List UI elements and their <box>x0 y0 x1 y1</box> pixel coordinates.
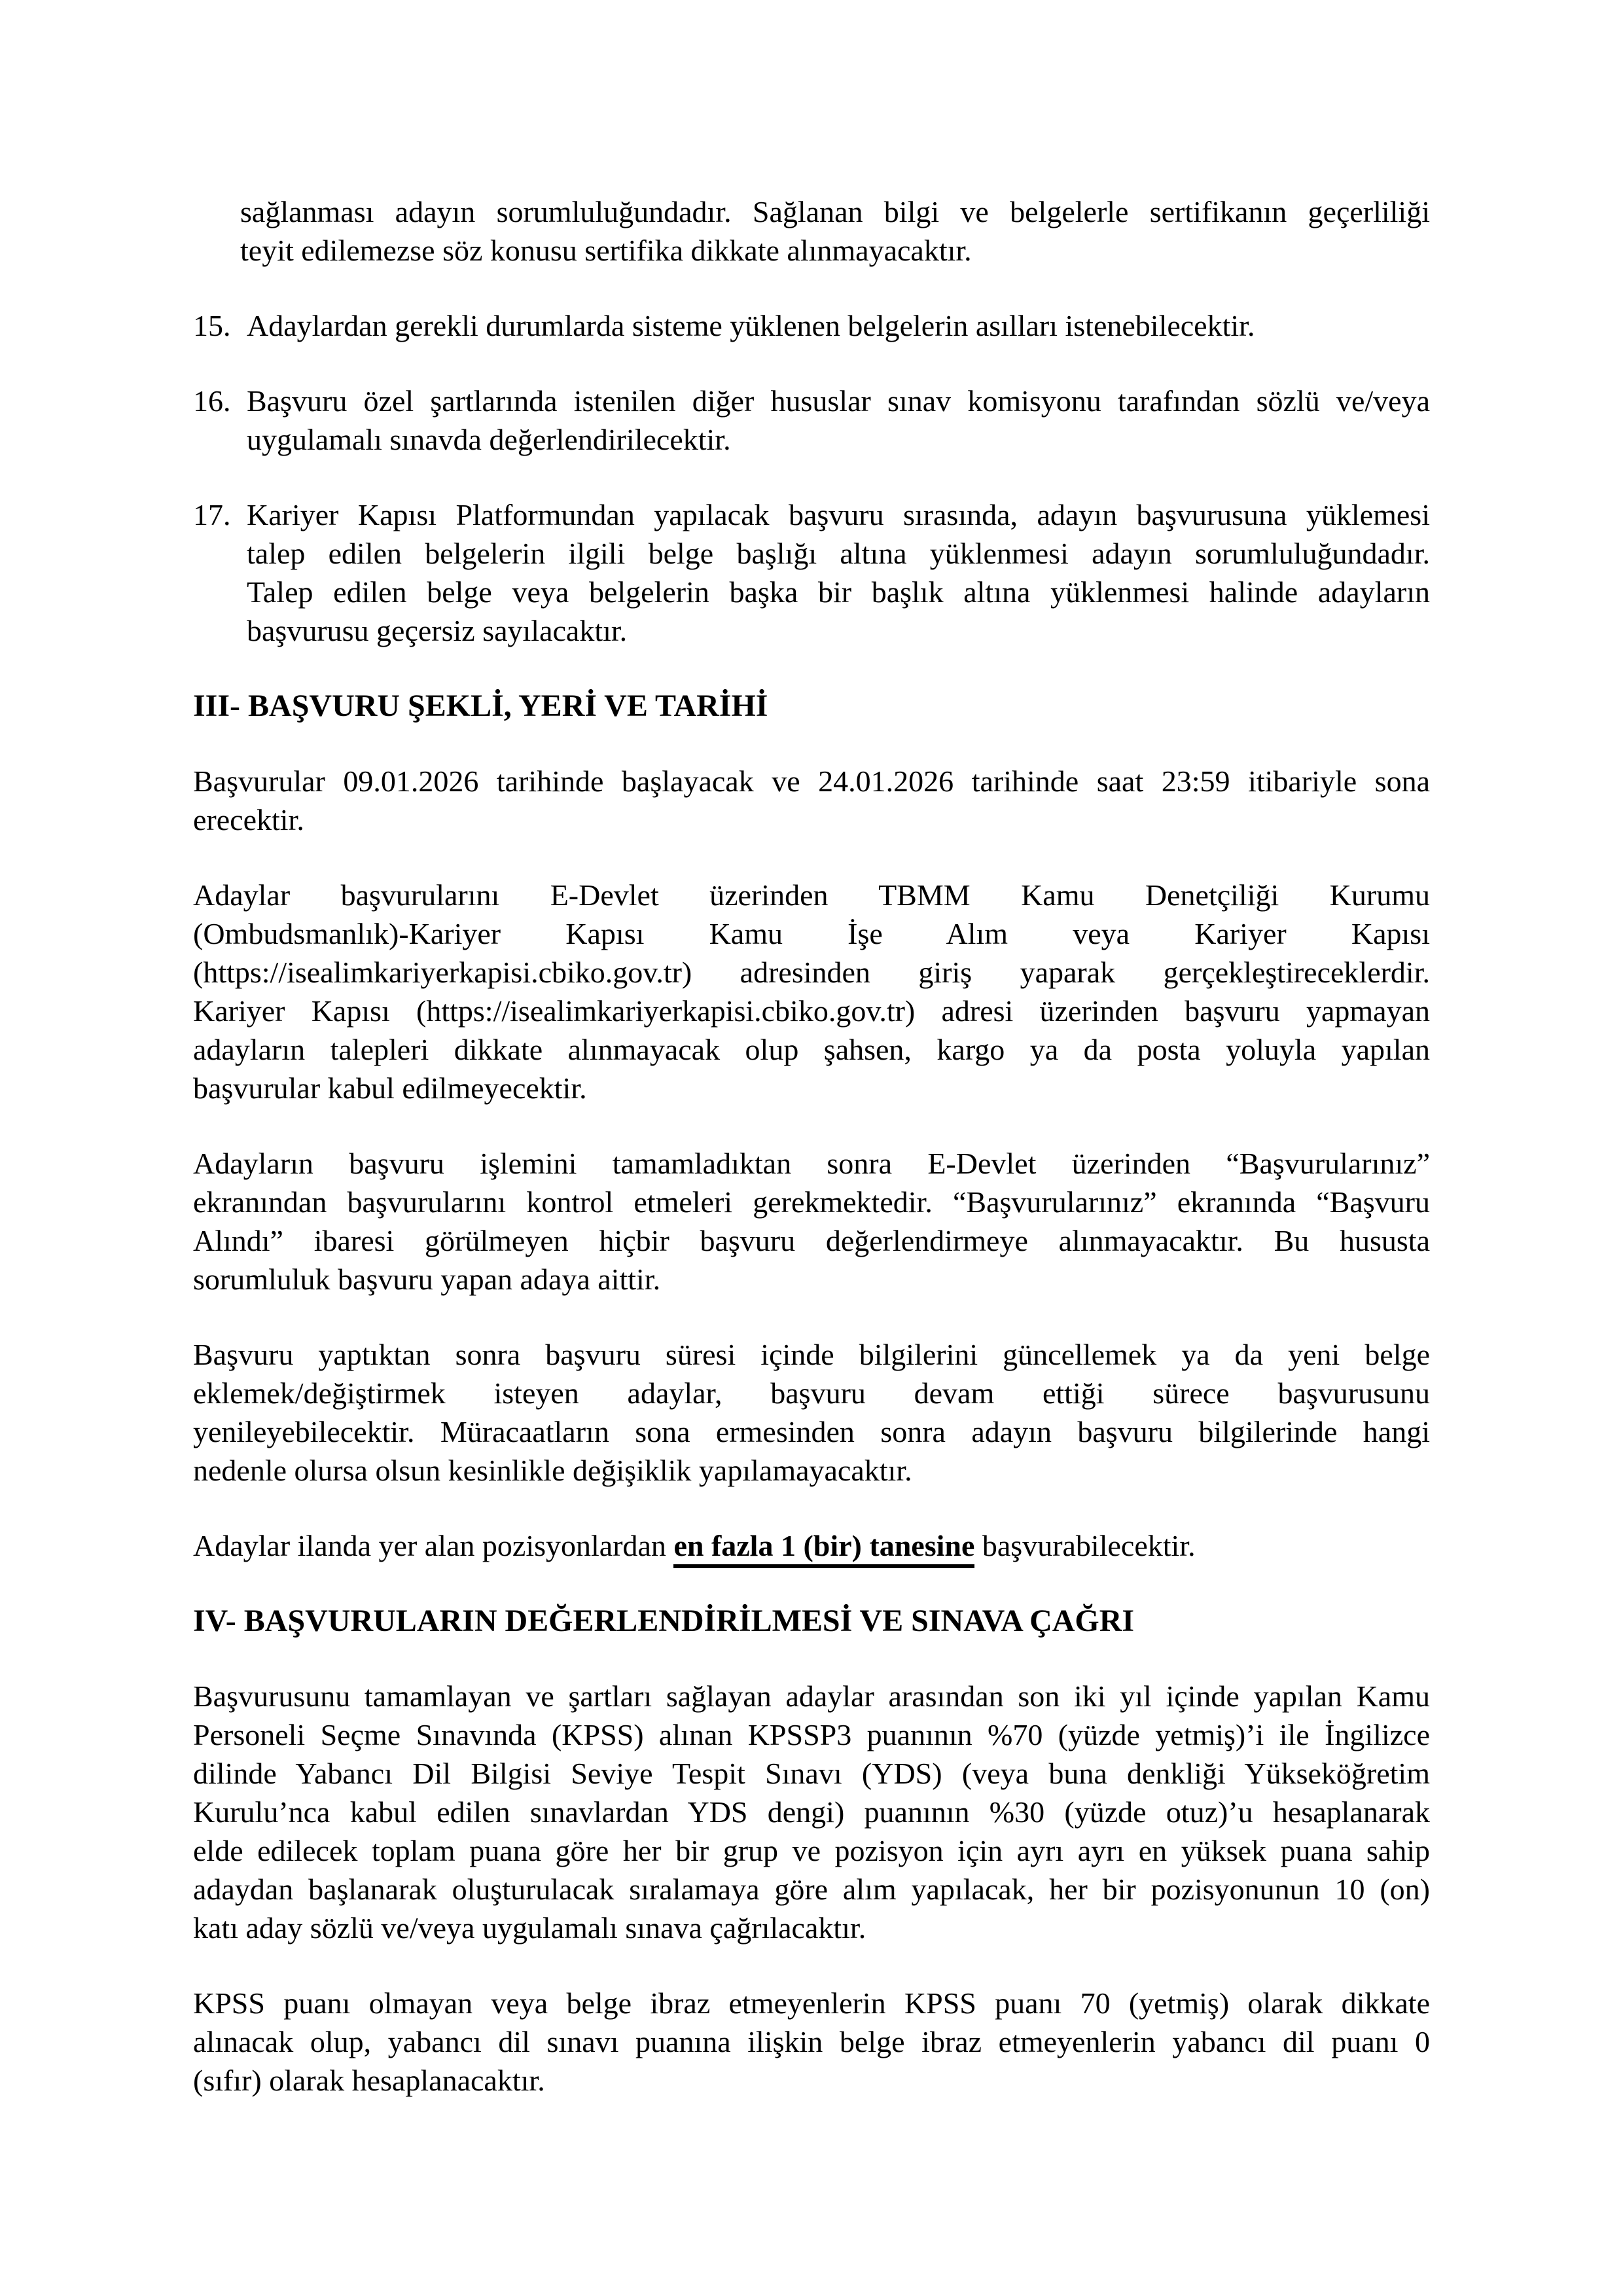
text-line: ekranından başvurularını kontrol etmeleri gerekmektedir. “Başvurularınız” ekranında “Başvuru <box>193 1185 1430 1219</box>
text-line: Talep edilen belge veya belgelerin başka bir başlık altına yüklenmesi halinde adayların <box>247 575 1430 609</box>
section-heading-iv: IV- BAŞVURULARIN DEĞERLENDİRİLMESİ VE SINAVA ÇAĞRI <box>193 1604 1135 1638</box>
max-one-prefix: Adaylar ilanda yer alan pozisyonlardan <box>193 1529 674 1562</box>
text-line: Personeli Seçme Sınavında (KPSS) alınan KPSSP3 puanının %70 (yüzde yetmiş)’i ile İngilizce <box>193 1718 1430 1751</box>
item-text: Adaylardan gerekli durumlarda sisteme yüklenen belgelerin asılları istenebilecektir. <box>247 309 1255 342</box>
text-line: erecektir. <box>193 803 304 836</box>
item-number: 16. <box>193 384 231 418</box>
text-line: Başvurular 09.01.2026 tarihinde başlayacak ve 24.01.2026 tarihinde saat 23:59 itibariyle sona <box>193 764 1430 798</box>
text-line: adaydan başlanarak oluşturulacak sıralamaya göre alım yapılacak, her bir pozisyonunun 10 (on) <box>193 1873 1430 1906</box>
text-line: Kurulu’nca kabul edilen sınavlardan YDS dengi) puanının %30 (yüzde otuz)’u hesaplanarak <box>193 1795 1430 1829</box>
paragraph-max-one-position <box>193 1526 1430 1565</box>
text-line: Başvuru yaptıktan sonra başvuru süresi içinde bilgilerini güncellemek ya da yeni belge <box>193 1338 1430 1371</box>
text-line: (sıfır) olarak hesaplanacaktır. <box>193 2064 545 2097</box>
section-heading-iii: III- BAŞVURU ŞEKLİ, YERİ VE TARİHİ <box>193 689 768 723</box>
text-line: Kariyer Kapısı (https://isealimkariyerkapisi.cbiko.gov.tr) adresi üzerinden başvuru yapmayan <box>193 994 1430 1028</box>
text-line: başvurular kabul edilmeyecektir. <box>193 1071 587 1105</box>
text-line: alınacak olup, yabancı dil sınavı puanına ilişkin belge ibraz etmeyenlerin yabancı dil puanı 0 <box>193 2025 1430 2058</box>
text-line: eklemek/değiştirmek isteyen adaylar, başvuru devam ettiği sürece başvurusunu <box>193 1376 1430 1410</box>
list-item-15 <box>193 306 1430 345</box>
paragraph-certificate-validity <box>240 192 1430 270</box>
paragraph-update-renewal <box>193 1335 1430 1490</box>
text-line: Başvurusunu tamamlayan ve şartları sağlayan adaylar arasından son iki yıl içinde yapılan Kamu <box>193 1679 1430 1713</box>
text-line: elde edilecek toplam puana göre her bir grup ve pozisyon için ayrı ayrı en yüksek puana sahip <box>193 1834 1430 1867</box>
text-line: adayların talepleri dikkate alınmayacak olup şahsen, kargo ya da posta yoluyla yapılan <box>193 1033 1430 1066</box>
text-line: (Ombudsmanlık)-Kariyer Kapısı Kamu İşe Alım veya Kariyer Kapısı <box>193 917 1430 950</box>
paragraph-application-dates <box>193 762 1430 839</box>
text-line: uygulamalı sınavda değerlendirilecektir. <box>247 423 731 456</box>
list-item-16 <box>193 382 1430 459</box>
text-line: Alındı” ibaresi görülmeyen hiçbir başvuru değerlendirmeye alınmayacaktır. Bu hususta <box>193 1224 1430 1257</box>
max-one-emphasis: en fazla 1 (bir) tanesine <box>673 1529 974 1568</box>
list-item-17 <box>193 495 1430 650</box>
text-line: sağlanması adayın sorumluluğundadır. Sağlanan bilgi ve belgelerle sertifikanın geçerliliği <box>240 195 1430 228</box>
text-line <box>193 382 1430 420</box>
text-line: KPSS puanı olmayan veya belge ibraz etmeyenlerin KPSS puanı 70 (yetmiş) olarak dikkate <box>193 1986 1430 2020</box>
text-line <box>193 495 1430 534</box>
text-line <box>193 1526 1430 1565</box>
paragraph-application-check <box>193 1144 1430 1299</box>
item-text: Başvuru özel şartlarında istenilen diğer hususlar sınav komisyonu tarafından sözlü ve/veya <box>247 384 1430 418</box>
text-line: talep edilen belgelerin ilgili belge başlığı altına yüklenmesi adayın sorumluluğundadır. <box>247 537 1430 570</box>
item-number: 17. <box>193 498 231 531</box>
paragraph-kariyer-kapisi <box>193 876 1430 1107</box>
text-line: sorumluluk başvuru yapan adaya aittir. <box>193 1263 661 1296</box>
text-line: Adayların başvuru işlemini tamamladıktan sonra E-Devlet üzerinden “Başvurularınız” <box>193 1147 1430 1180</box>
text-line: teyit edilemezse söz konusu sertifika dikkate alınmayacaktır. <box>240 234 972 267</box>
text-line: yenileyebilecektir. Müracaatların sona ermesinden sonra adayın başvuru bilgilerinde hangi <box>193 1415 1430 1448</box>
text-line: nedenle olursa olsun kesinlikle değişiklik yapılamayacaktır. <box>193 1454 912 1487</box>
text-line <box>193 306 1430 345</box>
text-line: katı aday sözlü ve/veya uygulamalı sınava çağrılacaktır. <box>193 1911 866 1945</box>
paragraph-score-calculation <box>193 1677 1430 1947</box>
text-line: Adaylar başvurularını E-Devlet üzerinden TBMM Kamu Denetçiliği Kurumu <box>193 878 1430 912</box>
text-line: dilinde Yabancı Dil Bilgisi Seviye Tespit Sınavı (YDS) (veya buna denkliği Yükseköğretim <box>193 1757 1430 1790</box>
text-line: (https://isealimkariyerkapisi.cbiko.gov.tr) adresinden giriş yaparak gerçekleştireceklerdir. <box>193 956 1430 989</box>
max-one-suffix: başvurabilecektir. <box>974 1529 1196 1562</box>
item-number: 15. <box>193 309 231 342</box>
paragraph-default-scores <box>193 1984 1430 2100</box>
text-line: başvurusu geçersiz sayılacaktır. <box>247 614 628 647</box>
item-text: Kariyer Kapısı Platformundan yapılacak başvuru sırasında, adayın başvurusuna yüklemesi <box>247 498 1430 531</box>
